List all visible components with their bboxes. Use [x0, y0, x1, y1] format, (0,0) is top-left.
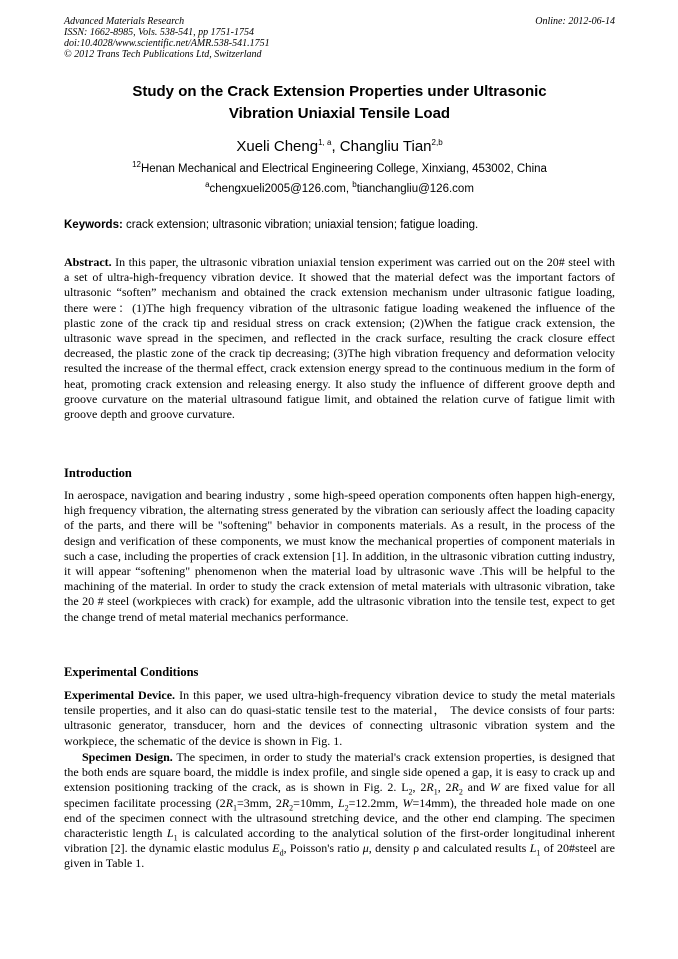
affiliation-text: Henan Mechanical and Electrical Engineering College, Xinxiang, 453002, China — [140, 163, 547, 175]
email-a: chengxueli2005@126.com, — [209, 183, 353, 195]
specimen-text-11: , Poisson's ratio — [283, 841, 363, 856]
author-2-affil: 2,b — [431, 138, 443, 147]
sub-2: 2 — [289, 803, 294, 812]
specimen-text-13: of 20#steel are given in Table 1. — [64, 841, 615, 871]
specimen-text-8: =12.2mm, — [348, 795, 403, 810]
specimen-text-10: is calculated according to the analytical solution of the first-order longitudinal inherent vibration [2]. the dynamic elastic modulus — [64, 826, 616, 856]
abstract-text: In this paper, the ultrasonic vibration uniaxial tension experiment was carried out on the 20# steel with a set of ultra-high-frequency vibration device. It showed that the material defect was the important factors of ultrasonic “soften” mechanism and obtained the crack extension mechanism under ultrasonic fatigue loading, there were：(1)The high frequency vibration of the ultrasonic fatigue loading weakened the influence of the plastic zone of the crack tip and residual stress on crack extension; (2)When the fatigue crack extension, the ultrasonic wave spread in the specimen, and reflected in the crack surface, resulting the crack closure effect decreased, the plastic zone of the crack tip decreasing; (3)The high vibration frequency and deformation velocity resulted the increase of the thermal effect, crack extension energy spread to the continuous medium in the form of heat, promoting crack extension and releasing energy. It also study the influence of different groove depth and groove curvature on the material ultrasound fatigue limit, and obtained the relation curve of fatigue limit with groove depth and groove curvature. — [64, 255, 615, 422]
author-1-affil: 1, a — [318, 138, 332, 147]
var-l: L — [529, 841, 537, 856]
specimen-text-9: =14mm), the threaded hole made on one end of the specimen connect with the ultrasound stretching device, and the other end clamping. The specimen characteristic length — [64, 795, 615, 841]
author-1: Xueli Cheng — [236, 138, 319, 155]
keywords — [64, 218, 615, 233]
var-e: E — [272, 841, 280, 856]
paper-title — [64, 81, 615, 125]
title-line-1: Study on the Crack Extension Properties under Ultrasonic — [132, 83, 547, 100]
var-r: R — [451, 780, 459, 795]
author-list — [64, 138, 615, 156]
sub-d: d — [279, 848, 284, 858]
experimental-device-label: Experimental Device. — [64, 688, 176, 702]
affiliation — [64, 162, 615, 177]
experimental-heading: Experimental Conditions — [64, 665, 199, 679]
var-w: W — [402, 795, 413, 810]
issn-line: ISSN: 1662-8985, Vols. 538-541, pp 1751-1754 — [64, 27, 254, 38]
author-separator: , — [331, 138, 340, 155]
author-2: Changliu Tian — [339, 138, 432, 155]
doi-line: doi:10.4028/www.scientific.net/AMR.538-541.1751 — [64, 38, 270, 49]
abstract — [64, 255, 615, 422]
email-b-sup: b — [352, 180, 357, 190]
var-mu: μ — [362, 841, 369, 856]
specimen-text-6: =3mm, 2 — [237, 795, 282, 810]
var-r: R — [281, 795, 290, 810]
specimen-design-label: Specimen Design. — [82, 750, 173, 764]
var-r: R — [426, 780, 434, 795]
keywords-label: Keywords: — [64, 219, 123, 231]
var-l: L — [166, 826, 174, 841]
abstract-label: Abstract. — [64, 255, 112, 269]
introduction-text: In aerospace, navigation and bearing industry , some high-speed operation components often happen high-energy, high frequency vibration, the alternating stress generated by the vibration can seriously affect the loading capacity of the parts, and there will be "softening" behavior in components materials. As a result, in the process of the design and verification of these components, we must know the mechanical properties of component materials in such a case, including the properties of crack extension [1]. In addition, in the ultrasonic vibration cutting industry, it will appear “softening" phenomenon when the material load by ultrasonic wave .This will be helpful to the machining of the material. In order to study the crack extension of metal materials with ultrasonic vibration, take the 20 # steel (workpieces with crack) for example, add the ultrasonic vibration into the tensile test, expect to get the change trend of metal material mechanics performance. — [64, 488, 615, 624]
author-emails — [64, 182, 615, 197]
specimen-text-2: , 2 — [412, 780, 427, 795]
specimen-text-5: are fixed value for all specimen facilitate processing (2 — [64, 780, 616, 810]
introduction-heading: Introduction — [64, 466, 132, 480]
experimental-device-paragraph — [64, 688, 615, 749]
email-a-sup: a — [205, 180, 210, 190]
copyright-line: © 2012 Trans Tech Publications Ltd, Switzerland — [64, 49, 262, 60]
specimen-text-4: and — [462, 780, 490, 795]
sub-2: 2 — [344, 803, 349, 812]
specimen-design-paragraph — [64, 750, 615, 872]
sub-1: 1 — [173, 833, 178, 843]
email-b: tianchangliu@126.com — [356, 183, 474, 195]
affiliation-sup: 12 — [132, 160, 141, 170]
journal-name: Advanced Materials Research — [64, 16, 185, 27]
specimen-text-12: , density ρ and calculated results — [368, 841, 530, 856]
journal-header — [64, 16, 270, 60]
var-l: L — [337, 795, 345, 810]
specimen-text-3: , 2 — [437, 780, 452, 795]
sub-1: 1 — [536, 848, 541, 858]
var-r: R — [225, 795, 234, 810]
experimental-device-text: In this paper, we used ultra-high-frequency vibration device to study the metal materials tensile properties, and it also can do quasi-static tensile test to the material， The device consists of four parts: ultrasonic generator, transducer, horn and the devices of connecting ultrasonic vibration system and the workpiece, the schematic of the device is shown in Fig. 1. — [64, 688, 616, 748]
specimen-text-1: The specimen, in order to study the material's crack extension properties, is designed that the both ends are square board, the middle is index profile, and single side opened a gap, it is easy to crack up and extension positioning tracking of the crack, as is shown in Fig. 2. L — [64, 750, 616, 795]
keywords-text: crack extension; ultrasonic vibration; uniaxial tension; fatigue loading. — [122, 219, 479, 231]
var-w: W — [489, 780, 500, 795]
sub-2: 2 — [408, 787, 413, 797]
sub-1: 1 — [433, 787, 438, 797]
sub-1: 1 — [233, 803, 238, 812]
title-line-2: Vibration Uniaxial Tensile Load — [228, 105, 451, 122]
online-date: Online: 2012-06-14 — [535, 16, 615, 27]
specimen-text-7: =10mm, — [293, 795, 338, 810]
sub-2: 2 — [458, 787, 463, 797]
